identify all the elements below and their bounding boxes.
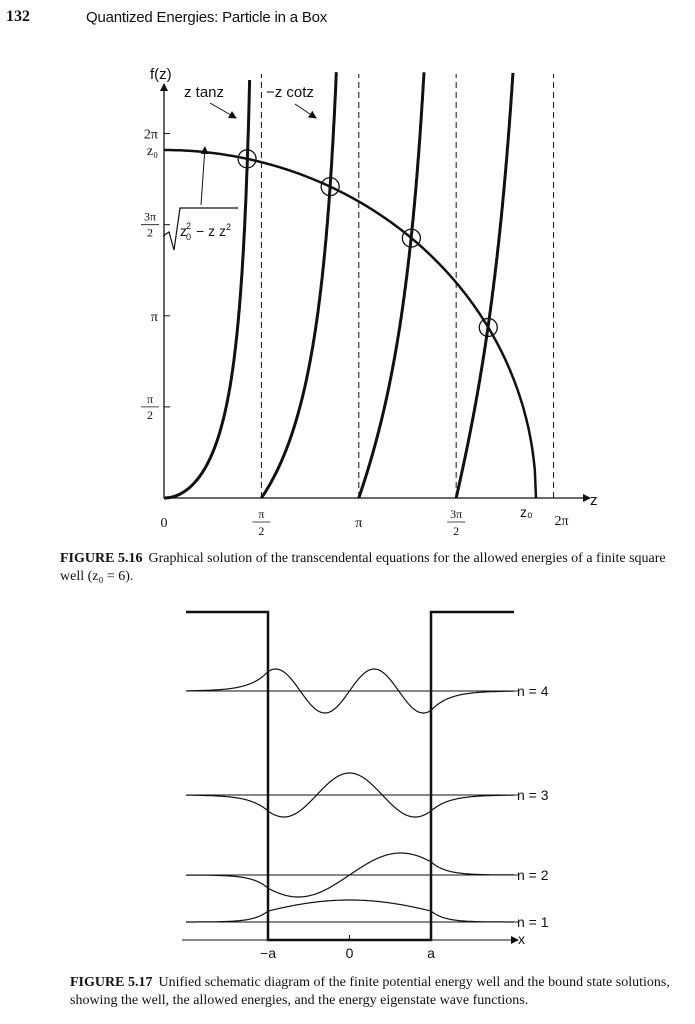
circle-label-tail: − z <box>196 223 216 239</box>
wavefunction-curve <box>186 900 514 922</box>
z-cot-curve <box>456 73 513 498</box>
y-tick-label: π <box>150 309 158 325</box>
energy-level-label: n = 4 <box>517 683 549 699</box>
cot-label-arrow <box>295 104 316 118</box>
circle-label-base: z <box>180 223 187 239</box>
y-tick-label-den: 2 <box>147 407 153 422</box>
x-axis-label: z <box>590 492 598 509</box>
figure-5-17-plot <box>0 600 695 965</box>
x-tick-label: 0 <box>160 516 168 531</box>
figure-5-17-caption-text: Unified schematic diagram of the finite potential energy well and the bound state solutions, showing the well, the allowed energies, and the energy eigenstate wave functions. <box>70 975 670 1008</box>
x-axis-label: x <box>518 931 525 947</box>
y-tick-label: 2π <box>143 127 158 143</box>
x-tick-label: −a <box>260 945 276 961</box>
y-tick-label-num: 3π <box>143 209 157 224</box>
x-tick-label-den: 2 <box>258 524 265 538</box>
cot-curve-label: −z cotz <box>266 84 314 101</box>
z-cot-curve <box>261 72 336 498</box>
x-tick-label: 0 <box>345 945 354 961</box>
figure-5-16-caption <box>60 550 680 586</box>
figure-5-16-caption-text: Graphical solution of the transcendental equations for the allowed energies of a finite square well (z₀ = 6). <box>60 551 666 584</box>
z0-marker: z₀ <box>520 504 533 520</box>
figure-5-17-caption <box>70 974 670 1010</box>
figure-5-17-label: FIGURE 5.17 <box>70 975 153 990</box>
tan-label-arrow <box>210 103 236 118</box>
circle-label-sub: 0 <box>186 232 192 242</box>
x-tick-label-num: π <box>258 507 265 521</box>
x-tick-label: π <box>355 516 363 531</box>
x-tick-label: a <box>427 945 435 961</box>
y-axis-label: f(z) <box>150 66 172 83</box>
circle-curve-label: z02 − z $z^2$ <box>180 221 232 242</box>
energy-level-label: n = 3 <box>517 787 549 803</box>
y-tick-label-den: 2 <box>147 225 153 240</box>
tan-curve-label: z tanz <box>184 84 225 101</box>
energy-level-label: n = 1 <box>517 914 549 930</box>
z-tan-curve <box>164 80 250 498</box>
x-tick-label: 2π <box>554 514 569 529</box>
y-tick-label: z₀ <box>146 144 158 159</box>
circle-label-arrow <box>201 147 205 205</box>
energy-level-label: n = 2 <box>517 867 549 883</box>
x-tick-label-num: 3π <box>450 507 463 521</box>
potential-well <box>186 612 514 940</box>
y-tick-label-num: π <box>146 391 154 406</box>
circle-label-sup: 2 <box>186 221 192 231</box>
x-tick-label-den: 2 <box>453 524 460 538</box>
running-title: Quantized Energies: Particle in a Box <box>86 9 328 26</box>
z-tan-curve <box>359 72 424 498</box>
figure-5-16-label: FIGURE 5.16 <box>60 551 143 566</box>
page-number: 132 <box>6 8 30 25</box>
